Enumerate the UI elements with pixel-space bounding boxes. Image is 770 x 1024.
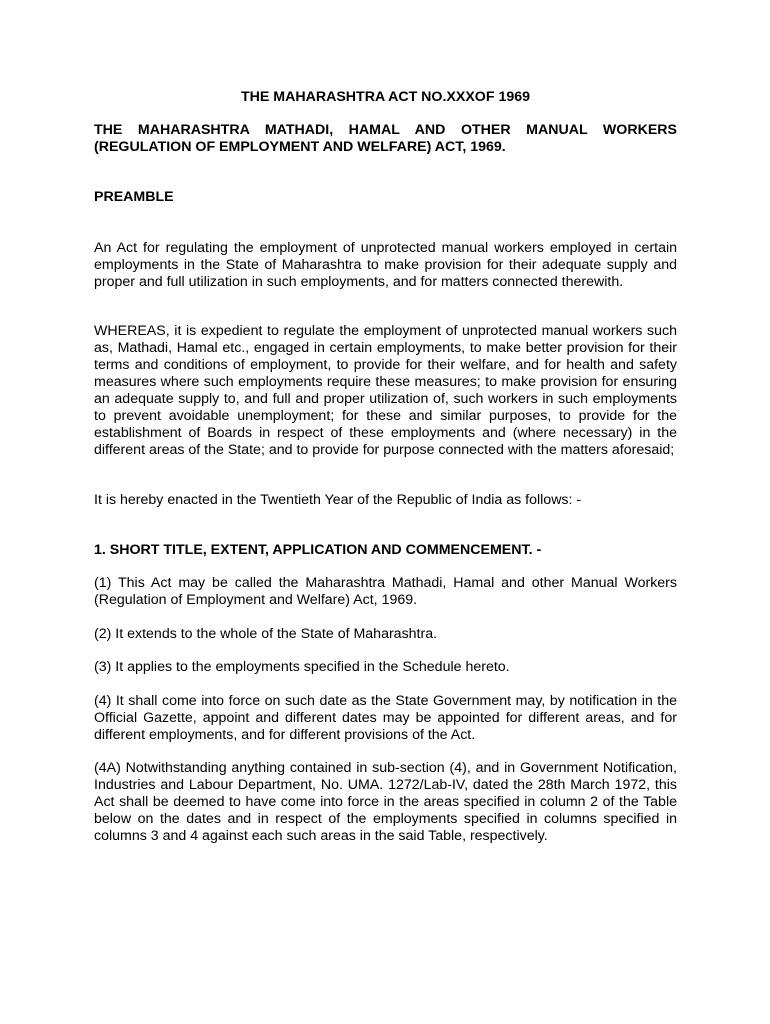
subsection-4a-paragraph: (4A) Notwithstanding anything contained in sub-section (4), and in Government Notification, Industries and Labour Department, No. UMA. 1272/Lab-IV, dated the 28th March 1972, this Act shall be deemed to have come into force in the areas specified in column 2 of the Table below on the dates and in respect of the employments specified in columns specified in columns 3 and 4 against each such areas in the said Table, respectively. xyxy=(94,760,677,844)
document-title: THE MAHARASHTRA ACT NO.XXXOF 1969 xyxy=(240,89,531,105)
enactment-paragraph: It is hereby enacted in the Twentieth Year of the Republic of India as follows: - xyxy=(94,492,582,508)
subsection-1-paragraph: (1) This Act may be called the Maharashtra Mathadi, Hamal and other Manual Workers (Regulation of Employment and Welfare) Act, 1969. xyxy=(94,575,677,608)
preamble-intro-paragraph: An Act for regulating the employment of unprotected manual workers employed in certain employments in the State of Maharashtra to make provision for their adequate supply and proper and full utilization in such employments, and for matters connected therewith. xyxy=(94,240,677,290)
subsection-3-paragraph: (3) It applies to the employments specified in the Schedule hereto. xyxy=(94,659,510,675)
act-name-heading: THE MAHARASHTRA MATHADI, HAMAL AND OTHER MANUAL WORKERS (REGULATION OF EMPLOYMENT AND WELFARE) ACT, 1969. xyxy=(94,122,677,155)
whereas-paragraph: WHEREAS, it is expedient to regulate the employment of unprotected manual workers such as, Mathadi, Hamal etc., engaged in certain employments, to make better provision for their terms and conditions of employment, to provide for their welfare, and for health and safety measures where such employments require these measures; to make provision for ensuring an adequate supply to, and full and proper utilization of, such workers in such employments to prevent avoidable unemployment; for these and similar purposes, to provide for the establishment of Boards in respect of these employments and (where necessary) in the different areas of the State; and to provide for purpose connected with the matters aforesaid; xyxy=(94,323,677,458)
section-1-heading: 1. SHORT TITLE, EXTENT, APPLICATION AND COMMENCEMENT. - xyxy=(94,542,542,558)
preamble-heading: PREAMBLE xyxy=(94,189,174,205)
subsection-2-paragraph: (2) It extends to the whole of the State of Maharashtra. xyxy=(94,626,438,642)
subsection-4-paragraph: (4) It shall come into force on such date as the State Government may, by notification in the Official Gazette, appoint and different dates may be appointed for different areas, and for different employments, and for different provisions of the Act. xyxy=(94,693,677,743)
